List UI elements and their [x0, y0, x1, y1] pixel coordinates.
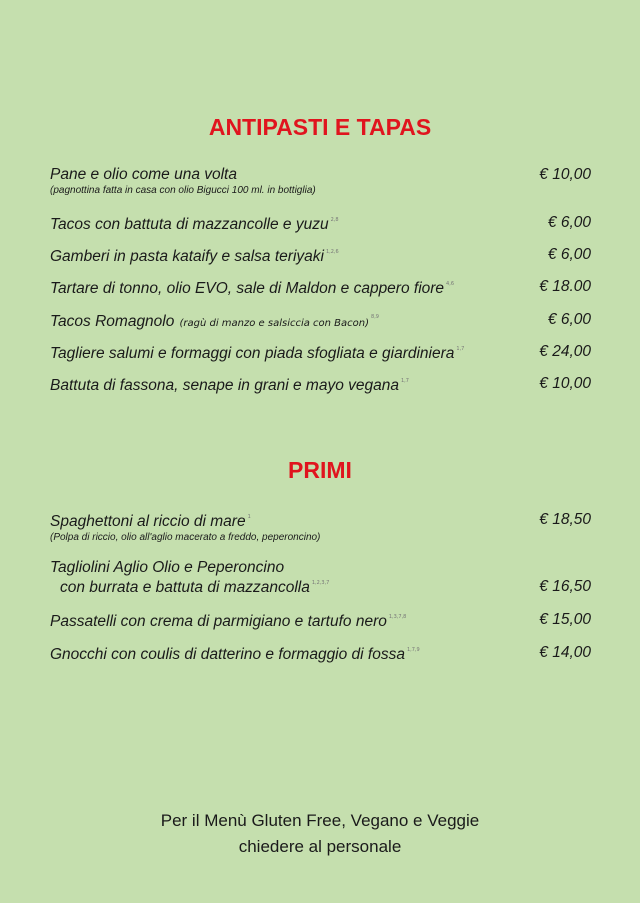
item-price: € 18,50 [539, 511, 591, 528]
section-title-primi: PRIMI [288, 457, 352, 483]
menu-item [50, 311, 591, 331]
item-name-line2: con burrata e battuta di mazzancolla [60, 579, 310, 596]
item-name: Tagliolini Aglio Olio e Peperoncino [50, 559, 285, 576]
item-price: € 24,00 [539, 343, 591, 360]
item-price: € 10,00 [539, 375, 591, 392]
footer-note [0, 808, 640, 860]
item-name: Tartare di tonno, olio EVO, sale di Maldon e cappero fiore [50, 280, 445, 297]
menu-item [50, 166, 591, 196]
item-name: Passatelli con crema di parmigiano e tartufo nero [50, 613, 387, 630]
footer-line: Per il Menù Gluten Free, Vegano e Veggie [160, 811, 480, 830]
item-price: € 18.00 [539, 278, 591, 295]
allergens: 8,9 [371, 314, 379, 320]
item-price: € 15,00 [539, 611, 591, 628]
item-name: Battuta di fassona, senape in grani e mayo vegana [50, 377, 399, 394]
item-name: Gamberi in pasta kataify e salsa teriyaki [50, 248, 324, 265]
allergens: 1 [247, 514, 251, 520]
footer-line: chiedere al personale [238, 837, 402, 856]
item-name: Tagliere salumi e formaggi con piada sfogliata e giardiniera [50, 345, 455, 362]
item-name: Pane e olio come una volta [50, 166, 237, 183]
item-name: Tacos con battuta di mazzancolle e yuzu [50, 216, 329, 233]
menu-item [50, 559, 591, 597]
menu-item [50, 644, 591, 664]
allergens: 2,8 [330, 217, 339, 223]
item-name: Tacos Romagnolo [50, 313, 175, 330]
menu-item [50, 343, 591, 363]
item-price: € 6,00 [547, 214, 591, 231]
item-price: € 6,00 [547, 246, 591, 263]
menu-item [50, 246, 591, 266]
allergens: 1,7,9 [406, 647, 420, 653]
menu-item [50, 375, 591, 395]
allergens: 4,6 [446, 281, 454, 287]
allergens: 1,2,3,7 [311, 580, 330, 586]
section-title-antipasti: ANTIPASTI E TAPAS [208, 114, 432, 140]
item-price: € 10,00 [539, 166, 591, 183]
allergens: 1,3,7,8 [388, 614, 407, 620]
item-note: (Polpa di riccio, olio all'aglio macerato a freddo, peperoncino) [50, 532, 321, 543]
menu-item [50, 511, 591, 543]
menu-item [50, 278, 591, 298]
allergens: 1,7 [401, 378, 409, 384]
menu-item [50, 214, 591, 234]
item-name: Spaghettoni al riccio di mare [50, 513, 246, 530]
menu-item [50, 611, 591, 631]
item-note: (ragù di manzo e salsiccia con Bacon) [179, 318, 370, 329]
item-price: € 16,50 [539, 578, 591, 595]
allergens: 1,7 [456, 346, 465, 352]
allergens: 1,2,6 [325, 249, 339, 255]
item-note: (pagnottina fatta in casa con olio Bigucci 100 ml. in bottiglia) [50, 185, 316, 196]
item-price: € 14,00 [539, 644, 591, 661]
item-price: € 6,00 [547, 311, 591, 328]
item-name: Gnocchi con coulis di datterino e formaggio di fossa [50, 646, 405, 663]
